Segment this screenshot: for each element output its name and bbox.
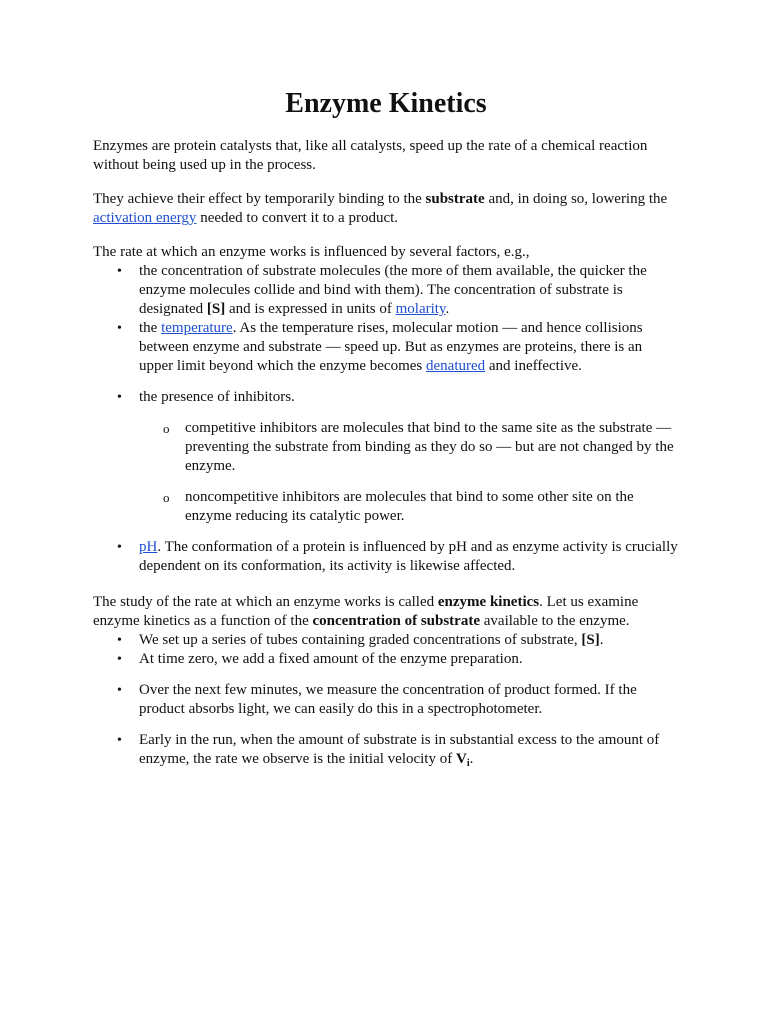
temp-text-b: . As the temperature rises, molecular motion — and hence collisions between enzyme and substrate — speed up. But as enzymes are proteins, there is an upper limit beyond which the enzyme becomes (139, 320, 643, 374)
early-run-text: Early in the run, when the amount of substrate is in substantial excess to the amount of enzyme, the rate we observe is the initial velocity of (139, 732, 660, 767)
list-item-temperature (93, 319, 679, 376)
bullet-icon: • (117, 633, 122, 648)
substrate-text-b: and is expressed in units of (225, 301, 396, 317)
list-item-inhibitors (93, 388, 679, 526)
tubes-text-b: . (599, 632, 604, 648)
initial-velocity-symbol (456, 751, 470, 767)
time-zero-text: At time zero, we add a fixed amount of the enzyme preparation. (139, 651, 523, 667)
bullet-icon: • (117, 683, 122, 698)
substrate-symbol: [S] (206, 301, 226, 317)
activation-energy-link[interactable]: activation energy (93, 210, 197, 226)
inhibitors-sublist (139, 419, 679, 526)
substrate-term: substrate (425, 191, 485, 207)
list-item-early-run (93, 731, 679, 773)
bullet-icon: • (117, 652, 122, 667)
bullet-icon: • (117, 540, 122, 555)
study-paragraph (93, 593, 679, 631)
competitive-text: competitive inhibitors are molecules that bind to the same site as the substrate — preventing the substrate from binding as they do so — but are not changed by the enzyme. (185, 420, 674, 474)
list-item-tubes (93, 631, 679, 650)
measure-text: Over the next few minutes, we measure the concentration of product formed. If the product absorbs light, we can easily do this in a spectrophotometer. (139, 682, 637, 717)
noncompetitive-text: noncompetitive inhibitors are molecules that bind to some other site on the enzyme reducing its catalytic power. (185, 489, 634, 524)
list-item-time-zero (93, 650, 679, 669)
factors-list (93, 262, 679, 576)
circle-bullet-icon: o (163, 490, 170, 505)
bullet-icon: • (117, 321, 122, 336)
substrate-text-c: . (445, 301, 450, 317)
temp-text-a: the (139, 320, 162, 336)
list-item-measure (93, 681, 679, 719)
page-title: Enzyme Kinetics (285, 88, 487, 119)
study-text-b: . Let us examine enzyme kinetics as a function of the (93, 594, 639, 629)
circle-bullet-icon: o (163, 421, 170, 436)
procedure-list (93, 631, 679, 773)
concentration-term: concentration of substrate (312, 613, 480, 629)
list-item-noncompetitive (139, 488, 679, 526)
temp-text-c: and ineffective. (485, 358, 582, 374)
document-page (93, 86, 679, 790)
vi-end: . (469, 751, 474, 767)
intro-p2-text-c: needed to convert it to a product. (196, 210, 399, 226)
molarity-link[interactable]: molarity (395, 301, 446, 317)
study-text-a: The study of the rate at which an enzyme works is called (93, 594, 438, 610)
vi-subscript: i (466, 758, 470, 769)
denatured-link[interactable]: denatured (426, 358, 486, 374)
bullet-icon: • (117, 733, 122, 748)
enzyme-kinetics-term: enzyme kinetics (437, 594, 540, 610)
vi-main: V (455, 751, 467, 767)
list-item-ph (93, 538, 679, 576)
ph-text: . The conformation of a protein is influenced by pH and as enzyme activity is crucially dependent on its conformation, its activity is likewise affected. (139, 539, 678, 574)
list-item-substrate (93, 262, 679, 319)
intro-paragraph-1: Enzymes are protein catalysts that, like all catalysts, speed up the rate of a chemical reaction without being used up in the process. (93, 138, 648, 173)
bullet-icon: • (117, 264, 122, 279)
intro-p2-text-b: and, in doing so, lowering the (484, 191, 668, 207)
tubes-text-a: We set up a series of tubes containing graded concentrations of substrate, (139, 632, 582, 648)
inhibitors-text: the presence of inhibitors. (139, 389, 295, 405)
ph-link[interactable]: pH (139, 539, 158, 555)
study-text-c: available to the enzyme. (480, 613, 630, 629)
temperature-link[interactable]: temperature (161, 320, 233, 336)
bullet-icon: • (117, 390, 122, 405)
intro-paragraph-2 (93, 190, 679, 228)
list-item-competitive (139, 419, 679, 476)
factors-lead: The rate at which an enzyme works is influenced by several factors, e.g., (93, 244, 530, 260)
substrate-text-a: the concentration of substrate molecules (the more of them available, the quicker the enzyme molecules collide and bind with them). The concentration of substrate is designated (139, 263, 647, 317)
tubes-symbol: [S] (581, 632, 600, 648)
intro-p2-text-a: They achieve their effect by temporarily binding to the (93, 191, 426, 207)
